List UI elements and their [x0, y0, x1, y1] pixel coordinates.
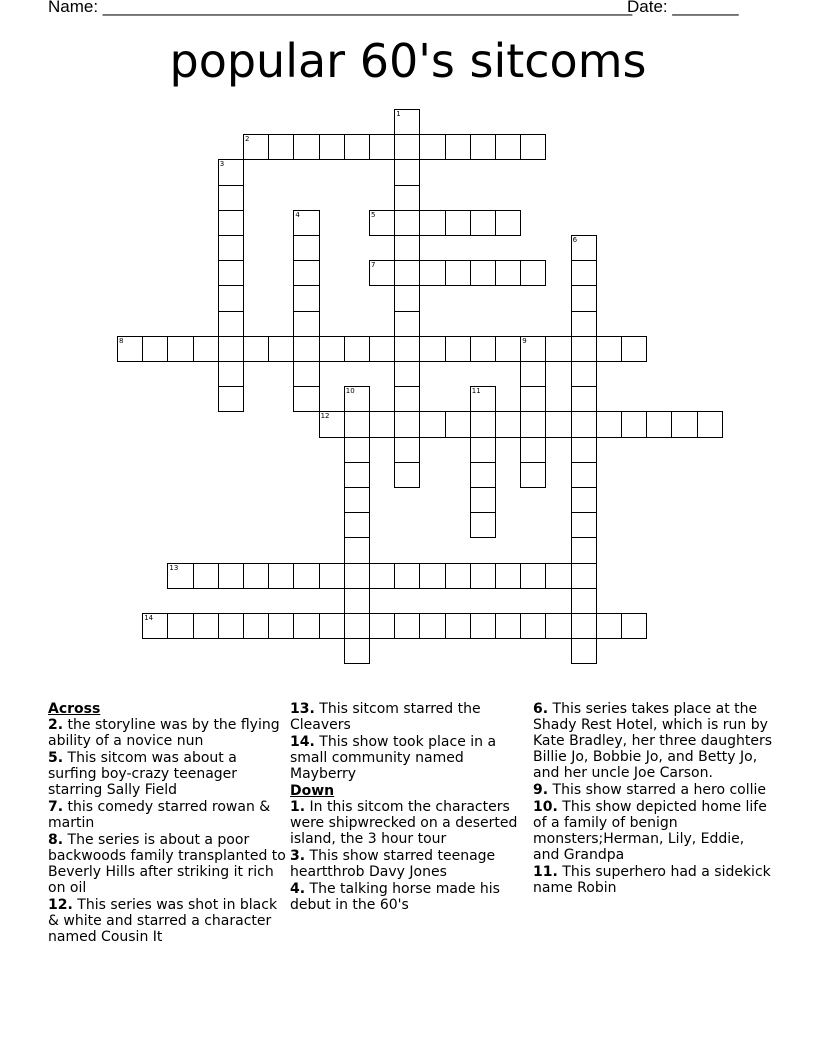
grid-cell[interactable]	[394, 210, 420, 236]
grid-cell[interactable]	[571, 361, 597, 387]
clue-down-9: 9. This show starred a hero collie	[533, 782, 767, 798]
grid-cell[interactable]	[369, 411, 395, 437]
grid-cell[interactable]	[621, 336, 647, 362]
clue-down-6: 6. This series takes place at the Shady Rest Hotel, which is run by Kate Bradley, her three daughters Billie Jo, Bobbie Jo, and Betty Jo, and her uncle Joe Carson.	[533, 701, 773, 781]
clue-number-10: 10	[345, 387, 355, 396]
grid-cell[interactable]	[470, 260, 496, 286]
grid-cell[interactable]	[369, 134, 395, 160]
clue-number-13: 13	[169, 563, 179, 572]
grid-cell[interactable]	[495, 260, 521, 286]
page-title: popular 60's sitcoms	[169, 34, 647, 88]
grid-cell[interactable]	[394, 613, 420, 639]
grid-cell[interactable]	[293, 336, 319, 362]
clue-number-14: 14	[144, 614, 154, 622]
clue-across-7: 7. this comedy starred rowan & martin	[48, 799, 271, 831]
grid-cell[interactable]	[394, 437, 420, 463]
clue-number-2: 2	[245, 135, 250, 144]
grid-cell[interactable]	[520, 134, 546, 160]
grid-cell[interactable]	[445, 411, 471, 437]
grid-cell[interactable]	[394, 235, 420, 261]
grid-cell[interactable]	[394, 462, 420, 488]
grid-cell[interactable]	[394, 260, 420, 286]
grid-cell[interactable]	[218, 260, 244, 286]
grid-cell[interactable]	[293, 563, 319, 589]
grid-cell[interactable]	[419, 563, 445, 589]
grid-cell[interactable]	[344, 613, 370, 639]
grid-cell[interactable]	[470, 613, 496, 639]
clue-number-5: 5	[371, 210, 376, 219]
clue-number-9: 9	[522, 336, 527, 345]
grid-cell[interactable]	[671, 411, 697, 437]
grid-cell[interactable]	[369, 613, 395, 639]
grid-cell[interactable]	[243, 613, 269, 639]
grid-cell[interactable]	[445, 260, 471, 286]
grid-cell[interactable]	[445, 563, 471, 589]
grid-cell[interactable]	[344, 134, 370, 160]
grid-cell[interactable]	[470, 462, 496, 488]
grid-cell[interactable]	[545, 563, 571, 589]
grid-cell[interactable]	[470, 210, 496, 236]
grid-cell[interactable]	[520, 613, 546, 639]
clue-down-10: 10. This show depicted home life of a family of benign monsters;Herman, Lily, Eddie, and Grandpa	[533, 799, 767, 863]
clue-down-11: 11. This superhero had a sidekick name Robin	[533, 864, 771, 896]
name-field[interactable]: Name: ________________________________________________________	[48, 0, 633, 16]
grid-cell[interactable]	[470, 512, 496, 538]
grid-cell[interactable]	[394, 563, 420, 589]
down-heading: Down	[290, 783, 335, 799]
clue-number-4: 4	[295, 210, 300, 219]
grid-cell[interactable]	[571, 487, 597, 513]
grid-cell[interactable]	[545, 336, 571, 362]
clue-down-1: 1. In this sitcom the characters were shipwrecked on a deserted island, the 3 hour tour	[290, 799, 518, 847]
grid-cell[interactable]	[571, 462, 597, 488]
down-clues-list-1	[290, 799, 530, 913]
grid-cell[interactable]	[344, 487, 370, 513]
grid-cell[interactable]	[495, 613, 521, 639]
grid-cell[interactable]	[293, 285, 319, 311]
across-heading: Across	[48, 701, 101, 717]
grid-cell[interactable]	[419, 613, 445, 639]
grid-cell[interactable]	[344, 411, 370, 437]
grid-cell[interactable]	[142, 336, 168, 362]
grid-cell[interactable]	[394, 361, 420, 387]
clue-number-7: 7	[371, 261, 376, 270]
grid-cell[interactable]	[571, 311, 597, 337]
grid-cell[interactable]	[571, 537, 597, 563]
grid-cell[interactable]	[571, 411, 597, 437]
grid-cell[interactable]	[394, 159, 420, 185]
grid-cell[interactable]	[344, 563, 370, 589]
grid-cell[interactable]	[621, 613, 647, 639]
clue-number-8: 8	[119, 336, 124, 345]
grid-cell[interactable]	[394, 411, 420, 437]
grid-cell[interactable]	[218, 235, 244, 261]
grid-cell[interactable]	[394, 134, 420, 160]
grid-cell[interactable]	[495, 563, 521, 589]
grid-cell[interactable]	[344, 588, 370, 614]
clue-number-1: 1	[396, 110, 401, 118]
grid-cell[interactable]	[319, 613, 345, 639]
date-field[interactable]: Date: _______	[627, 0, 739, 16]
clues-column-2	[290, 701, 530, 914]
grid-cell[interactable]	[293, 260, 319, 286]
grid-cell[interactable]	[293, 361, 319, 387]
grid-cell[interactable]	[520, 462, 546, 488]
clue-across-14: 14. This show took place in a small community named Mayberry	[290, 734, 497, 782]
grid-cell[interactable]	[243, 336, 269, 362]
grid-cell[interactable]	[495, 210, 521, 236]
grid-cell[interactable]	[419, 411, 445, 437]
clues-column-1	[48, 701, 288, 946]
grid-cell[interactable]	[571, 563, 597, 589]
grid-cell[interactable]	[419, 260, 445, 286]
grid-cell[interactable]	[596, 613, 622, 639]
grid-cell[interactable]	[394, 185, 420, 211]
grid-cell[interactable]	[293, 235, 319, 261]
grid-cell[interactable]	[167, 613, 193, 639]
grid-cell[interactable]	[293, 134, 319, 160]
grid-cell[interactable]	[344, 638, 370, 664]
clue-across-2: 2. the storyline was by the flying ability of a novice nun	[48, 717, 280, 749]
grid-cell[interactable]	[520, 386, 546, 412]
grid-cell[interactable]	[268, 613, 294, 639]
grid-cell[interactable]	[218, 361, 244, 387]
grid-cell[interactable]	[394, 336, 420, 362]
grid-cell[interactable]	[344, 336, 370, 362]
clue-across-5: 5. This sitcom was about a surfing boy-crazy teenager starring Sally Field	[48, 750, 238, 798]
grid-cell[interactable]	[268, 134, 294, 160]
grid-cell[interactable]	[545, 411, 571, 437]
grid-cell[interactable]	[218, 386, 244, 412]
grid-cell[interactable]	[520, 437, 546, 463]
grid-cell[interactable]	[571, 336, 597, 362]
grid-cell[interactable]	[419, 336, 445, 362]
grid-cell[interactable]	[394, 311, 420, 337]
clue-number-6: 6	[572, 236, 578, 244]
grid-cell[interactable]	[571, 512, 597, 538]
grid-cell[interactable]	[571, 285, 597, 311]
grid-cell[interactable]	[193, 613, 219, 639]
grid-cell[interactable]	[218, 185, 244, 211]
grid-cell[interactable]	[470, 134, 496, 160]
grid-cell[interactable]	[571, 260, 597, 286]
grid-cell[interactable]	[369, 563, 395, 589]
grid-cell[interactable]	[293, 386, 319, 412]
grid-cell[interactable]	[268, 563, 294, 589]
grid-cell[interactable]	[596, 411, 622, 437]
grid-cell[interactable]	[470, 336, 496, 362]
grid-cell[interactable]	[470, 437, 496, 463]
grid-cell[interactable]	[369, 336, 395, 362]
grid-cell[interactable]	[445, 613, 471, 639]
grid-cell[interactable]	[319, 563, 345, 589]
grid-cell[interactable]	[697, 411, 723, 437]
grid-cell[interactable]	[646, 411, 672, 437]
clue-number-11: 11	[471, 387, 481, 396]
grid-cell[interactable]	[319, 134, 345, 160]
grid-cell[interactable]	[218, 285, 244, 311]
grid-cell[interactable]	[445, 210, 471, 236]
across-clues-list-1	[48, 717, 288, 945]
grid-cell[interactable]	[293, 613, 319, 639]
grid-cell[interactable]	[218, 311, 244, 337]
grid-cell[interactable]	[419, 210, 445, 236]
grid-cell[interactable]	[571, 638, 597, 664]
grid-cell[interactable]	[495, 336, 521, 362]
grid-cell[interactable]	[293, 311, 319, 337]
grid-cell[interactable]	[394, 285, 420, 311]
grid-cell[interactable]	[193, 336, 219, 362]
grid-cell[interactable]	[495, 411, 521, 437]
grid-cell[interactable]	[470, 411, 496, 437]
clue-down-3: 3. This show starred teenage heartthrob Davy Jones	[290, 848, 496, 880]
grid-cell[interactable]	[571, 386, 597, 412]
grid-cell[interactable]	[571, 437, 597, 463]
across-clues-list-2	[290, 701, 530, 782]
grid-cell[interactable]	[319, 336, 345, 362]
grid-cell[interactable]	[520, 260, 546, 286]
clue-across-13: 13. This sitcom starred the Cleavers	[290, 701, 481, 733]
grid-cell[interactable]	[218, 210, 244, 236]
clue-number-12: 12	[320, 412, 330, 421]
grid-cell[interactable]	[571, 613, 597, 639]
grid-cell[interactable]	[344, 537, 370, 563]
clues-column-3	[533, 701, 773, 897]
down-clues-list-2	[533, 701, 773, 896]
grid-cell[interactable]	[596, 336, 622, 362]
clue-across-8: 8. The series is about a poor backwoods family transplanted to Beverly Hills after striking it rich on oil	[48, 832, 286, 896]
grid-cell[interactable]	[218, 336, 244, 362]
grid-cell[interactable]	[545, 613, 571, 639]
grid-cell[interactable]	[520, 361, 546, 387]
grid-cell[interactable]	[419, 134, 445, 160]
grid-cell[interactable]	[243, 563, 269, 589]
grid-cell[interactable]	[167, 336, 193, 362]
grid-cell[interactable]	[571, 588, 597, 614]
grid-cell[interactable]	[193, 563, 219, 589]
grid-cell[interactable]	[344, 462, 370, 488]
grid-cell[interactable]	[520, 563, 546, 589]
grid-cell[interactable]	[445, 336, 471, 362]
clue-number-3: 3	[219, 160, 225, 169]
grid-cell[interactable]	[268, 336, 294, 362]
grid-cell[interactable]	[445, 134, 471, 160]
grid-cell[interactable]	[621, 411, 647, 437]
grid-cell[interactable]	[394, 386, 420, 412]
grid-cell[interactable]	[344, 437, 370, 463]
grid-cell[interactable]	[218, 613, 244, 639]
grid-cell[interactable]	[470, 487, 496, 513]
grid-cell[interactable]	[495, 134, 521, 160]
grid-cell[interactable]	[520, 411, 546, 437]
grid-cell[interactable]	[470, 563, 496, 589]
clue-down-4: 4. The talking horse made his debut in the 60's	[290, 881, 500, 913]
grid-cell[interactable]	[218, 563, 244, 589]
grid-cell[interactable]	[344, 512, 370, 538]
clue-across-12: 12. This series was shot in black & white and starred a character named Cousin It	[48, 897, 278, 945]
